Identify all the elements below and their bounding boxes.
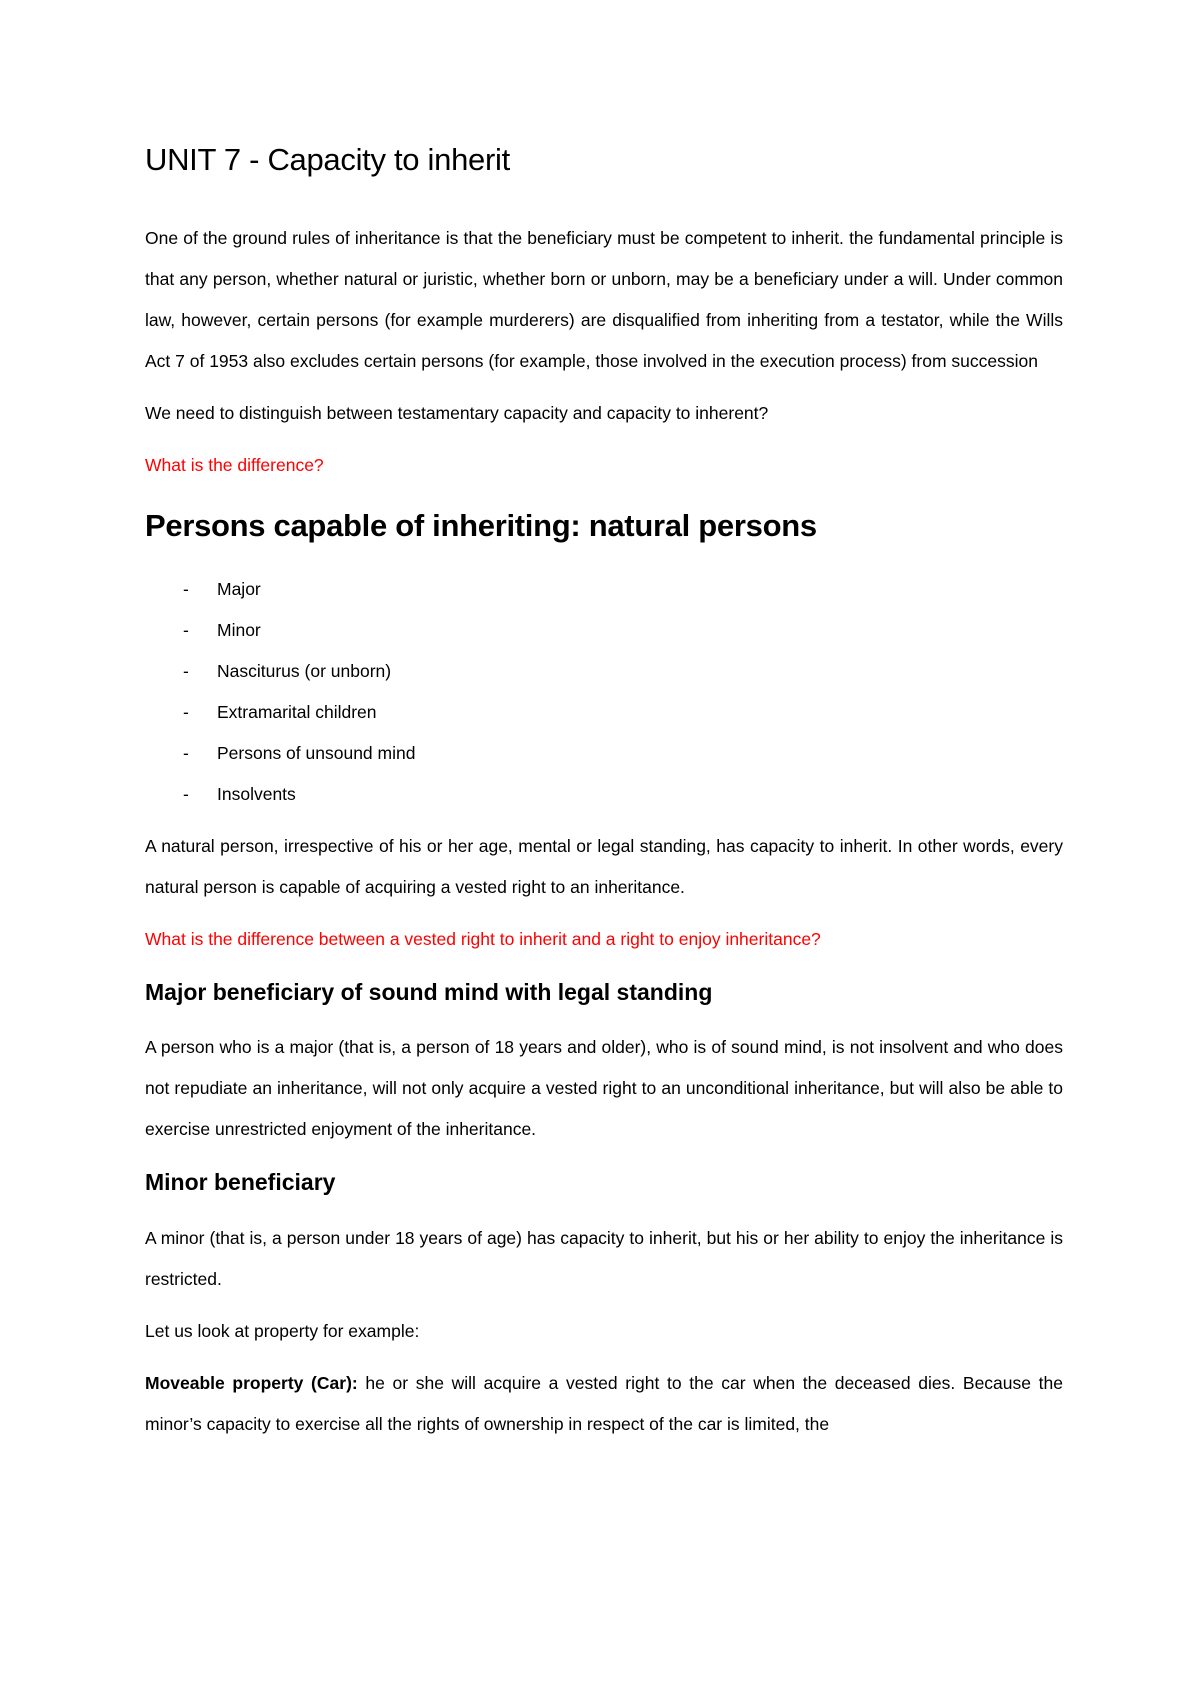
dash-bullet: -: [183, 742, 189, 763]
moveable-property-label: Moveable property (Car):: [145, 1373, 358, 1394]
intro-paragraph: One of the ground rules of inheritance is that the beneficiary must be competent to inherit. the fundamental principle is that any person, whether natural or juristic, whether born or unborn, may be a beneficiary under a will. Under common law, however, certain persons (for example murderers) are disqualified from inheriting from a testator, while the Wills Act 7 of 1953 also excludes certain persons (for example, those involved in the execution process) from succession: [145, 228, 1063, 372]
moveable-property-paragraph: [145, 1363, 1063, 1445]
distinguish-paragraph: We need to distinguish between testamentary capacity and capacity to inherent?: [145, 403, 769, 424]
minor-paragraph: A minor (that is, a person under 18 years of age) has capacity to inherit, but his or her ability to enjoy the inheritance is restricted.: [145, 1228, 1063, 1290]
dash-bullet: -: [183, 701, 189, 722]
dash-bullet: -: [183, 660, 189, 681]
list-item: - Major: [183, 569, 1063, 610]
heading-natural-persons: Persons capable of inheriting: natural persons: [145, 508, 817, 544]
document-page: [145, 140, 1063, 1445]
heading-minor-beneficiary: Minor beneficiary: [145, 1169, 336, 1196]
natural-person-paragraph: A natural person, irrespective of his or her age, mental or legal standing, has capacity to inherit. In other words, every natural person is capable of acquiring a vested right to an inheritance.: [145, 835, 1063, 897]
heading-major-beneficiary: Major beneficiary of sound mind with legal standing: [145, 978, 713, 1005]
list-item: - Nasciturus (or unborn): [183, 651, 1063, 692]
list-item: - Insolvents: [183, 774, 1063, 815]
property-intro: Let us look at property for example:: [145, 1321, 420, 1342]
list-item: - Minor: [183, 610, 1063, 651]
list-item: - Extramarital children: [183, 692, 1063, 733]
moveable-property-text: he or she will acquire a vested right to the car when the deceased dies. Because the minor’s capacity to exercise all the rights of ownership in respect of the car is limited, the: [145, 1373, 1063, 1435]
dash-bullet: -: [183, 578, 189, 599]
dash-bullet: -: [183, 619, 189, 640]
question-vested-right: What is the difference between a vested right to inherit and a right to enjoy inheritance?: [145, 928, 821, 949]
list-item: - Persons of unsound mind: [183, 733, 1063, 774]
unit-title: UNIT 7 - Capacity to inherit: [145, 142, 510, 177]
natural-persons-list: [145, 569, 1063, 815]
dash-bullet: -: [183, 783, 189, 804]
major-paragraph: A person who is a major (that is, a person of 18 years and older), who is of sound mind, is not insolvent and who does not repudiate an inheritance, will not only acquire a vested right to an unconditional inheritance, but will also be able to exercise unrestricted enjoyment of the inheritance.: [145, 1037, 1063, 1140]
question-difference: What is the difference?: [145, 455, 324, 476]
